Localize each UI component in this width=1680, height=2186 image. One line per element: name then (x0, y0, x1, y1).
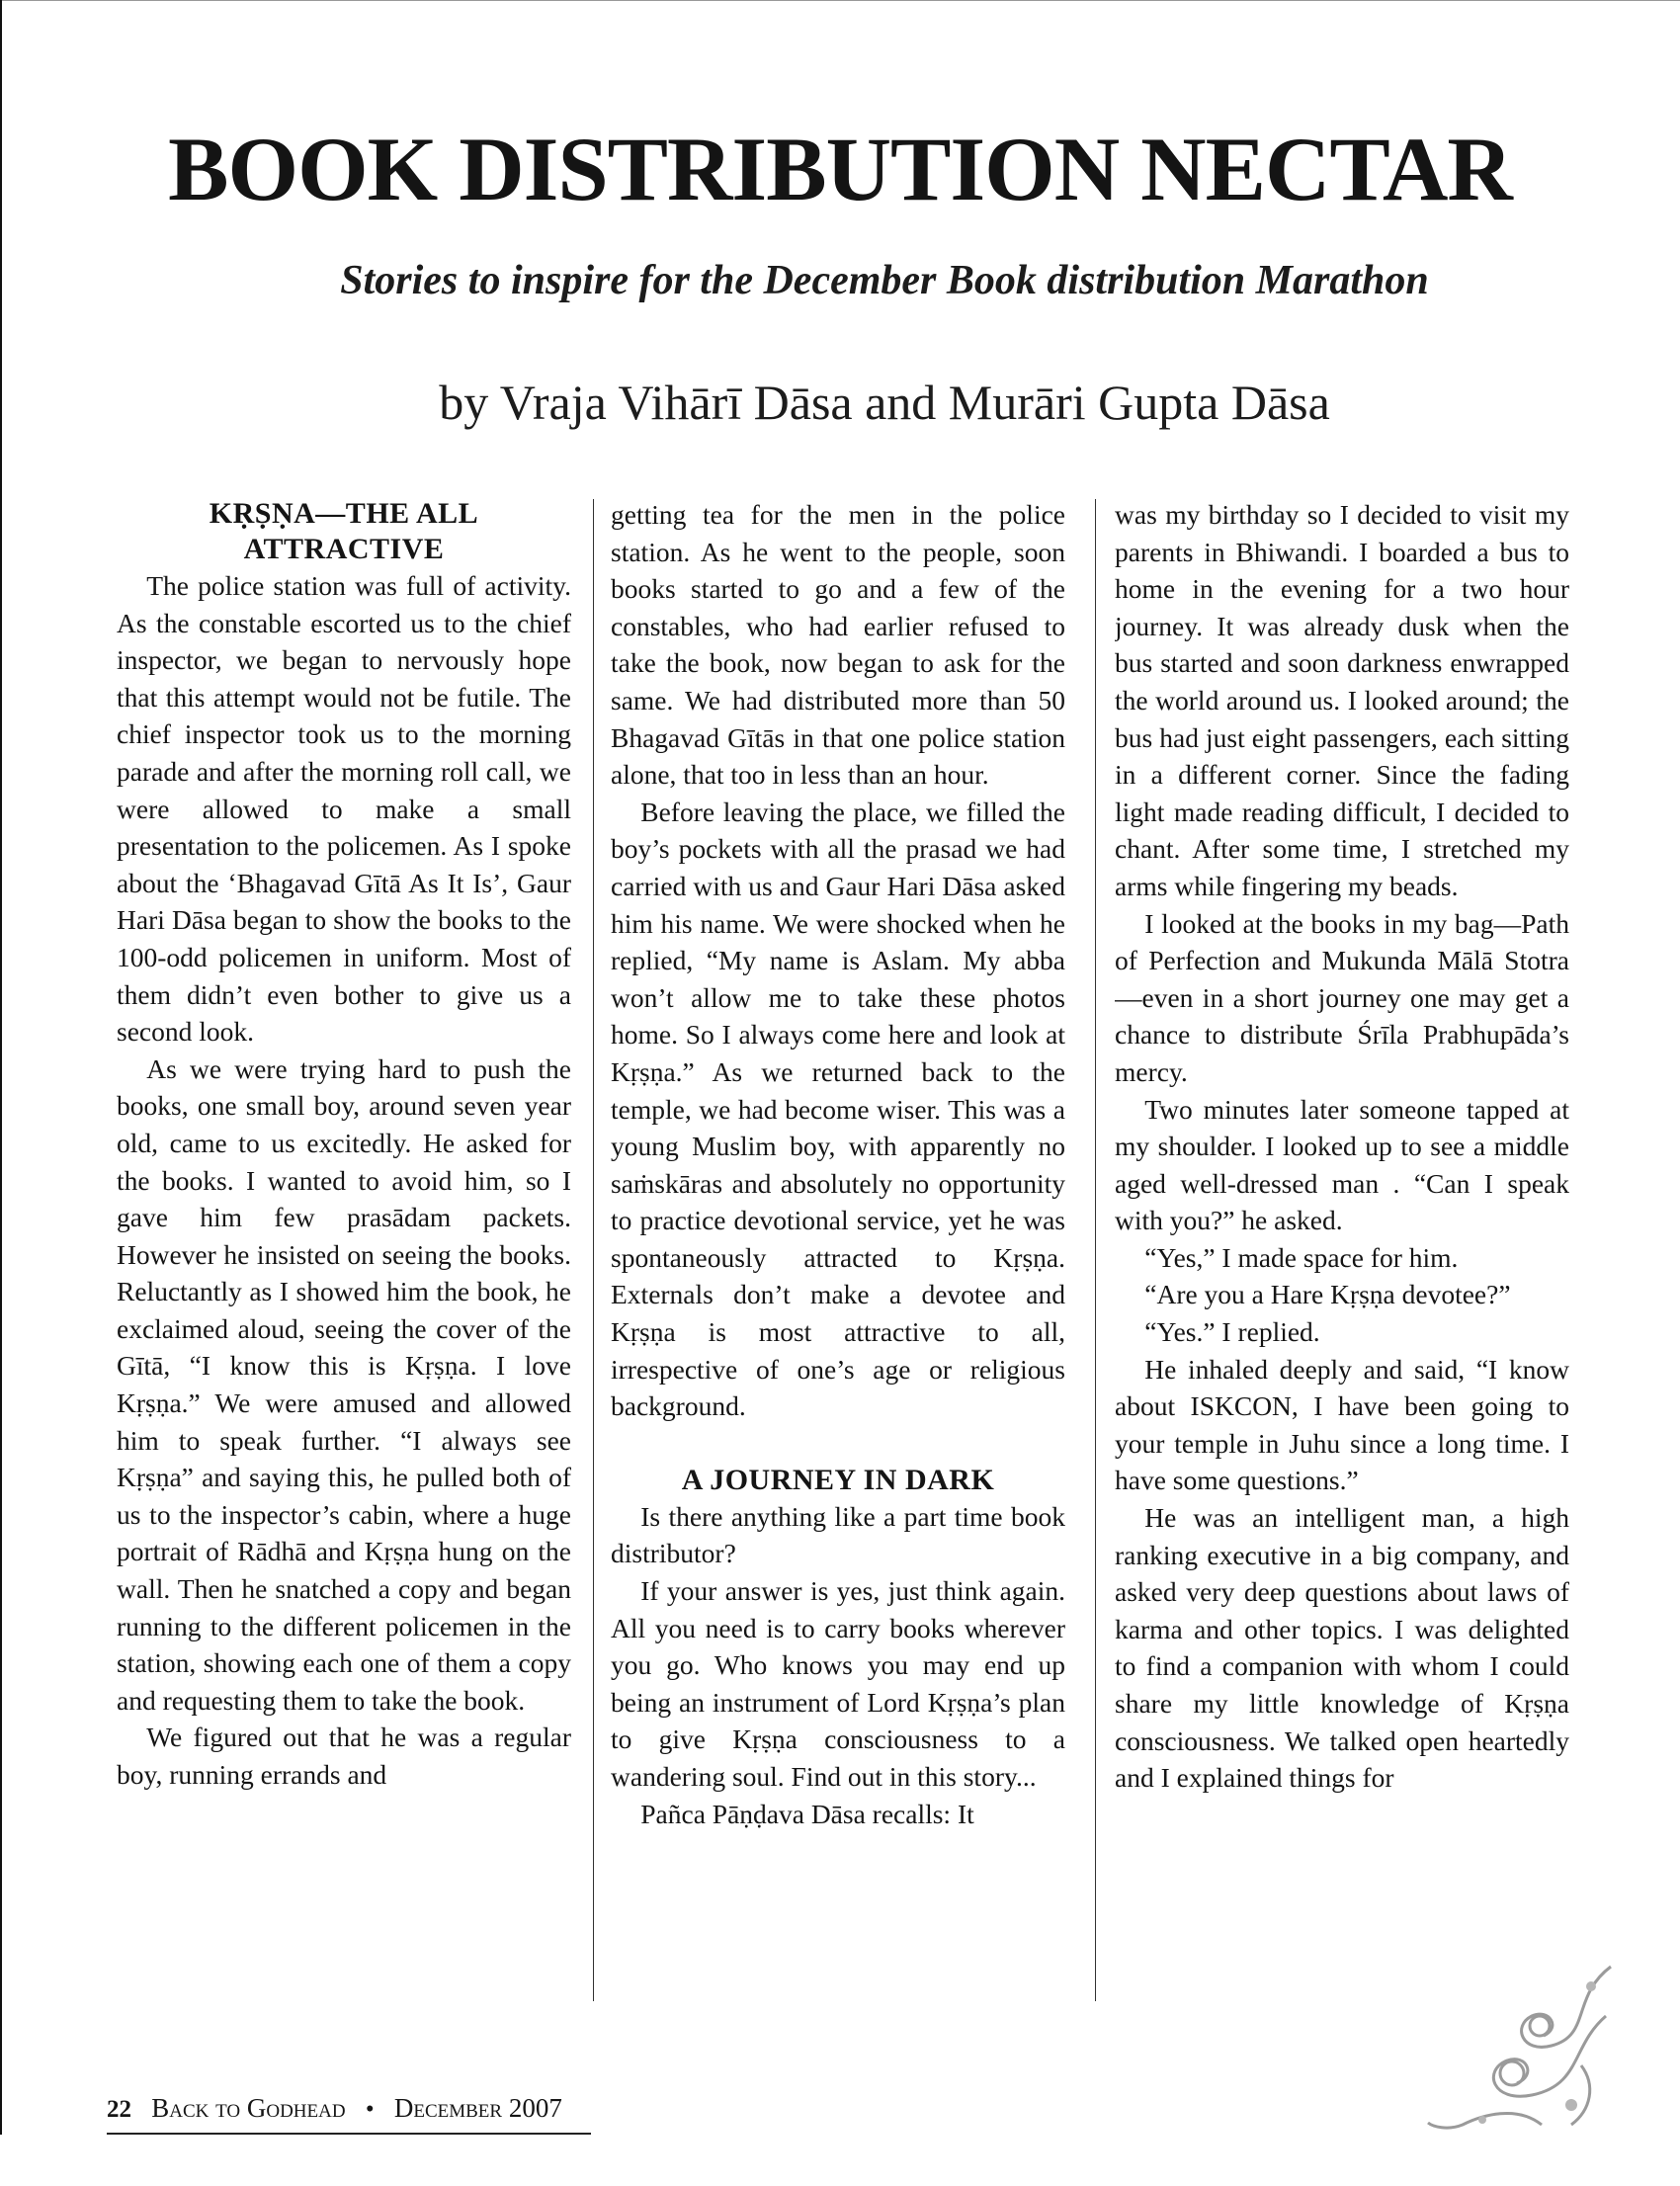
publication-name: Back to Godhead (151, 2093, 346, 2123)
column-3 (1115, 496, 1569, 2018)
column-divider (593, 499, 594, 2001)
page-number: 22 (107, 2096, 131, 2123)
page-footer (107, 2093, 562, 2124)
paragraph: As we were trying hard to push the books, one small boy, around seven year old, came to us excitedly. He asked for the books. I wanted to avoid him, so I gave him few prasādam packets. However he insisted on seeing the books. Reluctantly as I showed him the book, he exclaimed aloud, seeing the cover of the Gītā, “I know this is Kṛṣṇa. I love Kṛṣṇa.” We were amused and allowed him to speak further. “I always see Kṛṣṇa” and saying this, he pulled both of us to the inspector’s cabin, where a huge portrait of Rādhā and Kṛṣṇa hung on the wall. Then he snatched a copy and began running to the different policemen in the station, showing each one of them a copy and requesting them to take the book. (117, 1052, 571, 1716)
column-2 (611, 496, 1065, 2018)
paragraph: He was an intelligent man, a high ranking executive in a big company, and asked very deep questions about laws of karma and other topics. I was delighted to find a companion with whom I could share my little knowledge of Kṛṣṇa consciousness. We talked open heartedly and I explained things for (1115, 1502, 1569, 1794)
footer-rule (107, 2133, 591, 2135)
paragraph: “Are you a Hare Kṛṣṇa devotee?” (1144, 1279, 1511, 1310)
page-top-border (0, 0, 1680, 1)
section-heading-journey: A JOURNEY IN DARK (681, 1463, 995, 1496)
paragraph: was my birthday so I decided to visit my parents in Bhiwandi. I boarded a bus to home in the evening for a two hour journey. It was already dusk when the bus started and soon darkness enwrapped the world around us. I looked around; the bus had just eight passengers, each sitting in a different corner. Since the fading light made reading difficult, I decided to chant. After some time, I stretched my arms while fingering my beads. (1115, 499, 1569, 901)
page-left-border (0, 0, 2, 2135)
column-1 (117, 496, 571, 2018)
article-subtitle: Stories to inspire for the December Book distribution Marathon (340, 258, 1429, 303)
paragraph: If your answer is yes, just think again. All you need is to carry books wherever you go. Who knows you may end up being an instrument of Lord Kṛṣṇa’s plan to give Kṛṣṇa consciousness to a wandering soul. Find out in this story... (611, 1575, 1065, 1792)
paragraph: I looked at the books in my bag—Path of Perfection and Mukunda Mālā Stotra—even in a short journey one may get a chance to distribute Śrīla Prabhupāda’s mercy. (1115, 907, 1569, 1087)
article-byline: by Vraja Vihārī Dāsa and Murāri Gupta Dāsa (439, 375, 1330, 430)
paragraph: Two minutes later someone tapped at my shoulder. I looked up to see a middle aged well-dressed man . “Can I speak with you?” he asked. (1115, 1093, 1569, 1236)
paragraph: We figured out that he was a regular boy, running errands and (117, 1722, 571, 1790)
paragraph: Pañca Pāṇḍava Dāsa recalls: It (640, 1798, 974, 1829)
paragraph: He inhaled deeply and said, “I know about ISKCON, I have been going to your temple in Juhu since a long time. I have some questions.” (1115, 1353, 1569, 1496)
paragraph: Before leaving the place, we filled the boy’s pockets with all the prasad we had carried with us and Gaur Hari Dāsa asked him his name. We were shocked when he replied, “My name is Aslam. My abba won’t allow me to take these photos home. So I always come here and look at Kṛṣṇa.” As we returned back to the temple, we had become wiser. This was a young Muslim boy, with apparently no saṁskāras and absolutely no opportunity to practice devotional service, yet he was spontaneously attracted to Kṛṣṇa. Externals don’t make a devotee and Kṛṣṇa is most attractive to all, irrespective of one’s age or religious background. (611, 796, 1065, 1422)
paragraph: “Yes.” I replied. (1144, 1316, 1320, 1348)
paragraph: “Yes,” I made space for him. (1144, 1241, 1459, 1273)
issue-date: December 2007 (393, 2093, 562, 2123)
floral-ornament-icon (1423, 1957, 1621, 2135)
footer-separator: • (365, 2096, 375, 2123)
article-title: BOOK DISTRIBUTION NECTAR (168, 119, 1512, 219)
paragraph: The police station was full of activity. As the constable escorted us to the chief inspector, we began to nervously hope that this attempt would not be futile. The chief inspector took us to the morning parade and after the morning roll call, we were allowed to make a small presentation to the policemen. As I spoke about the ‘Bhagavad Gītā As It Is’, Gaur Hari Dāsa began to show the books to the 100-odd policemen in uniform. Most of them didn’t even bother to give us a second look. (117, 570, 571, 1048)
paragraph: Is there anything like a part time book distributor? (611, 1500, 1065, 1569)
section-heading-krsna: KṚṢṆA—THE ALL ATTRACTIVE (209, 497, 479, 565)
paragraph: getting tea for the men in the police station. As he went to the people, soon books started to go and a few of the constables, who had earlier refused to take the book, now began to ask for the same. We had distributed more than 50 Bhagavad Gītās in that one police station alone, that too in less than an hour. (611, 499, 1065, 791)
column-divider (1095, 499, 1096, 2001)
